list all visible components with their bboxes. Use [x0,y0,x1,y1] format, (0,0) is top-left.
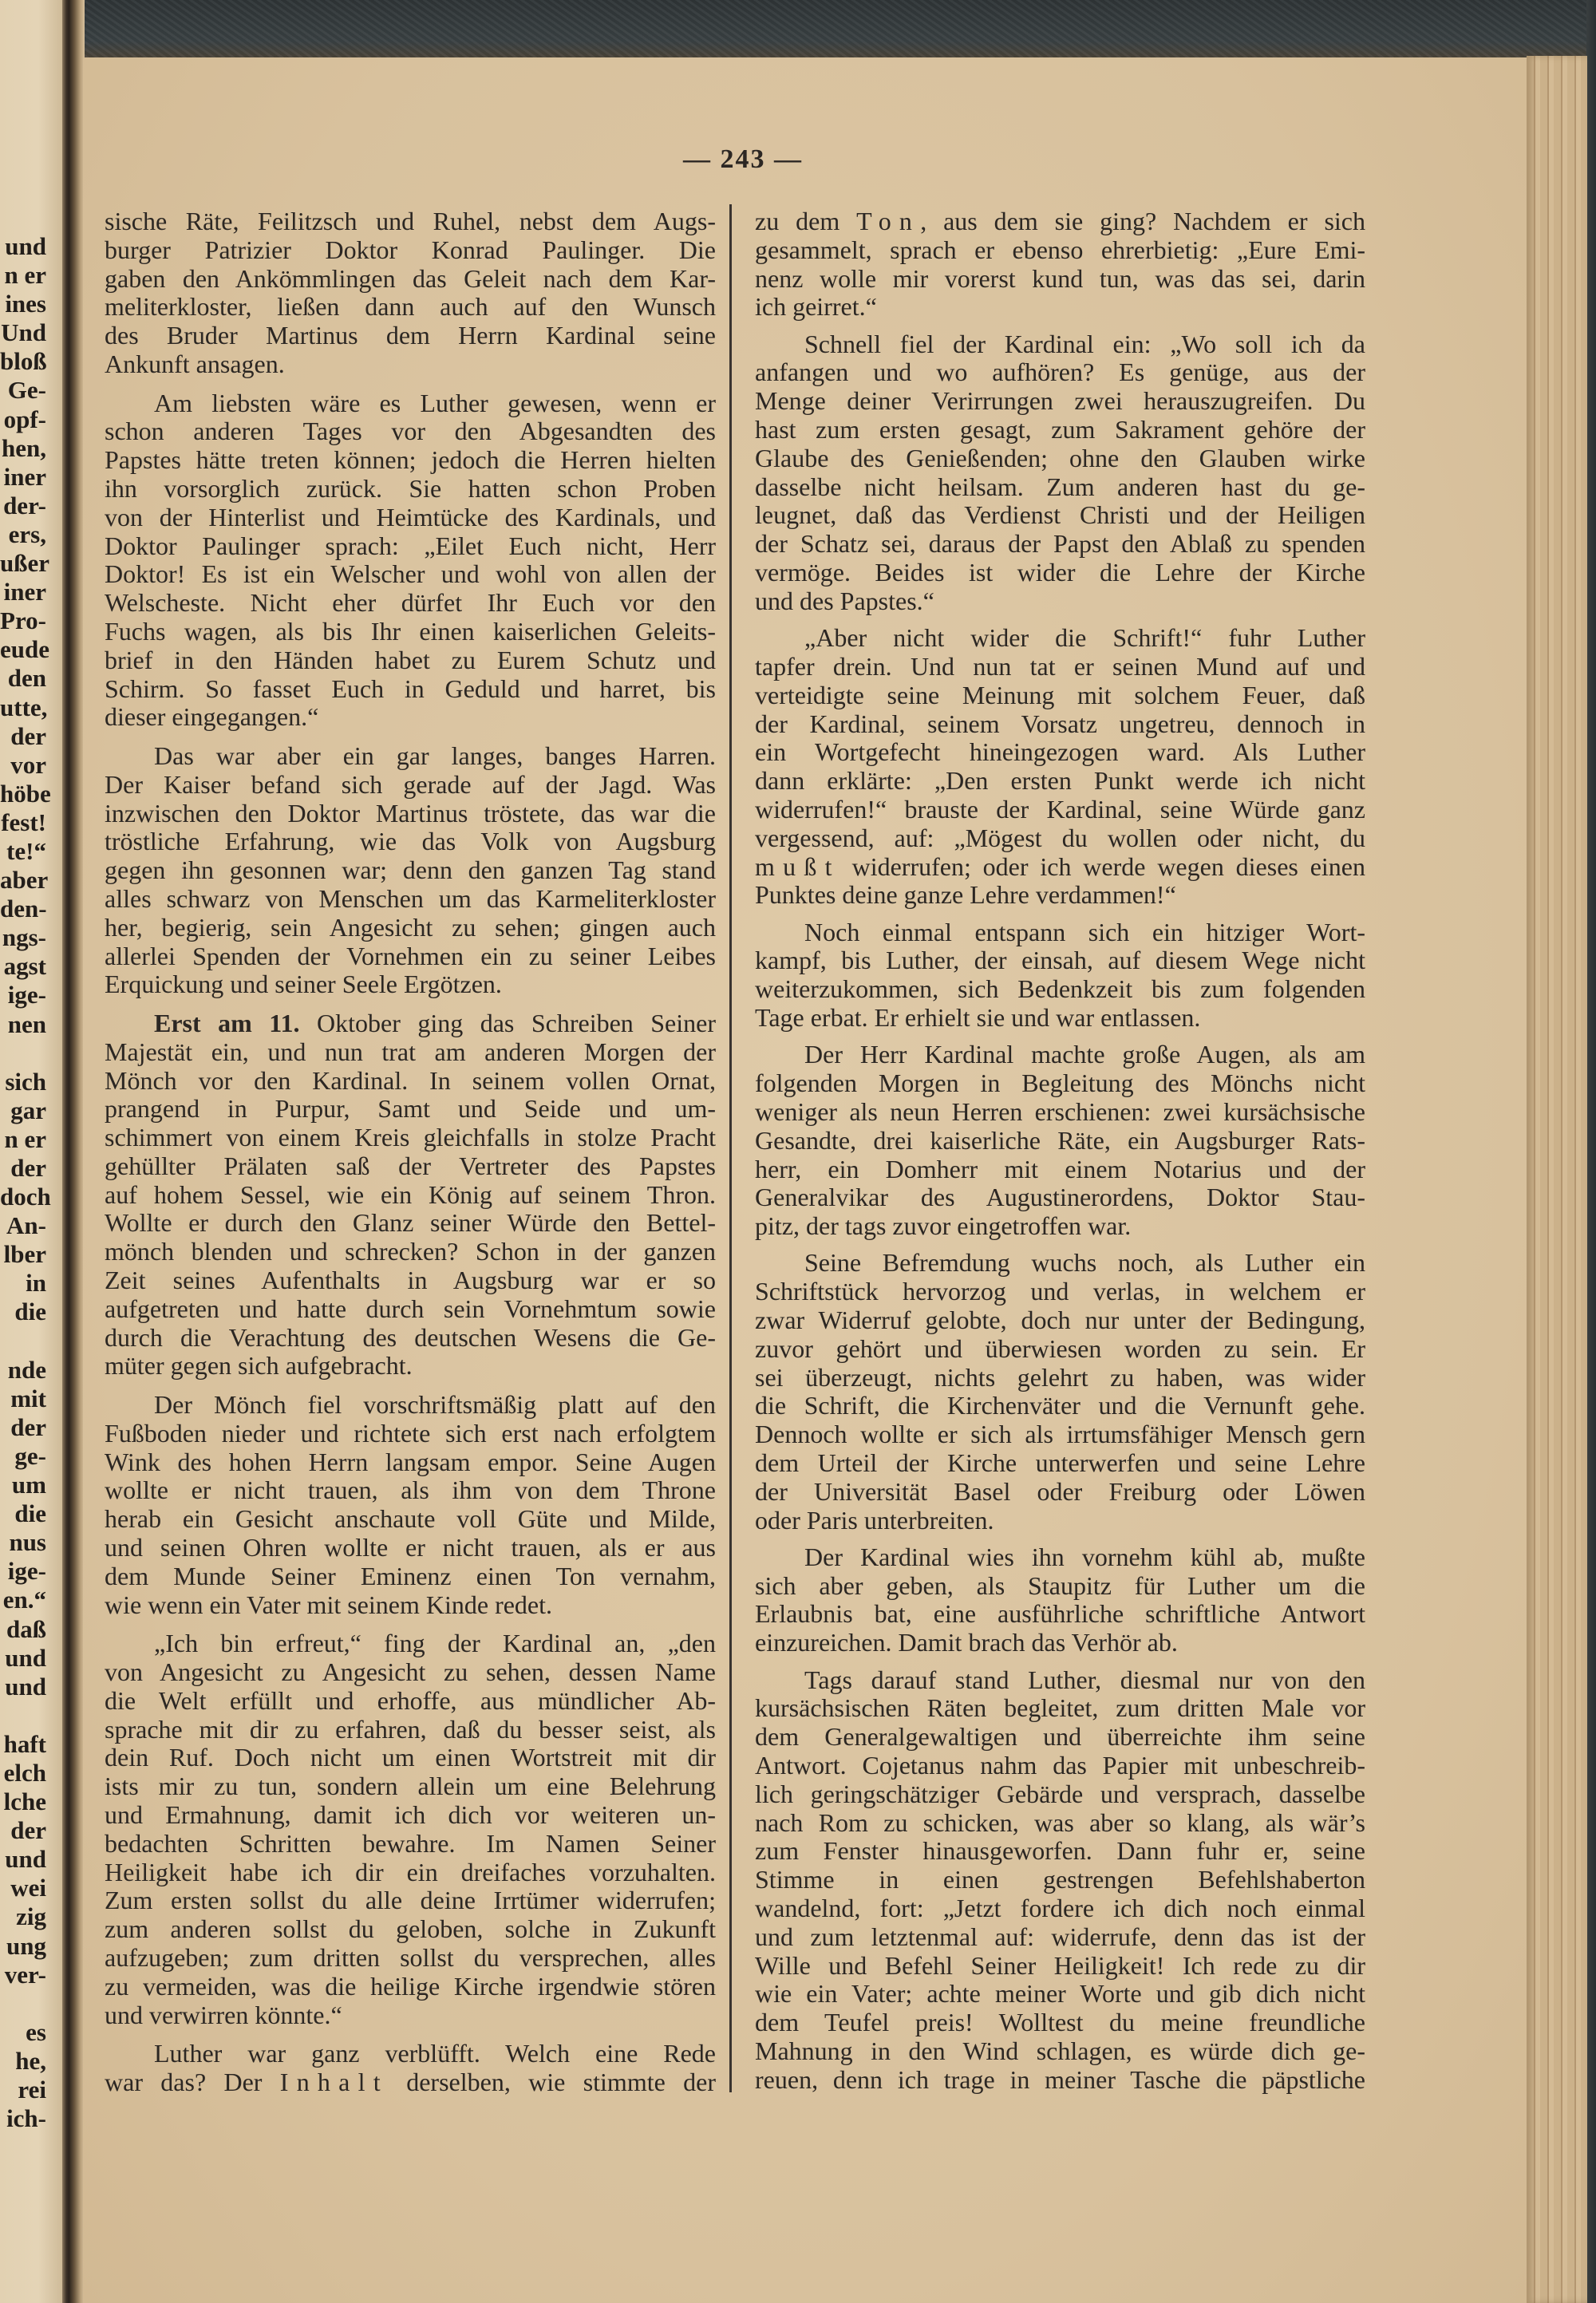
text-line: schon anderen Tages vor den Abgesandten des [105,417,716,446]
previous-page-fragment-line: te!“ [6,836,46,865]
book-cover-right-edge [1586,0,1596,2303]
previous-page-fragment-line: he, [15,2046,46,2075]
previous-page-fragment-line: es [26,2017,46,2046]
text-line: Zum ersten sollst du alle deine Irrtümer widerrufen; [105,1886,716,1915]
text-line: alles schwarz von Menschen um das Karmeliterkloster [105,883,716,913]
paragraph [755,207,1365,322]
previous-page-fragment-line: den- [0,895,47,923]
previous-page-fragment-line: der [10,721,46,750]
text-line: gegen ihn gesonnen war; denn den ganzen Tag stand [105,855,716,885]
text-line: dem Urteil der Kirche unterwerfen und seine Lehre [755,1448,1365,1477]
text-line: Menge deiner Verirrungen zwei herauszugreifen. Du [755,386,1365,416]
text-line: lich geringschätziger Gebärde und versprach, dasselbe [755,1779,1365,1808]
previous-page-fragment-line: sich [5,1067,46,1096]
previous-page-fragment-line [0,1989,46,2018]
paragraph [755,330,1365,616]
previous-page-fragment-line: nde [7,1355,46,1384]
text-line: Mahnung in den Wind schlagen, es würde dich ge- [755,2036,1365,2065]
text-line: zu dem Ton, aus dem sie ging? Nachdem er sich [755,207,1366,235]
text-line: „Aber nicht wider die Schrift!“ fuhr Luther [804,623,1365,653]
text-line: herab ein Gesicht anschaute voll Güte und Milde, [105,1504,716,1534]
previous-page-fragment-line: utte, [0,693,48,721]
text-line: dem Generalgewaltigen und überreichte ihm seine [755,1722,1365,1752]
text-line: Der Kaiser befand sich gerade auf der Jagd. Was [105,769,716,799]
previous-page-fragment-line: ige- [7,981,46,1009]
previous-page-fragment-line: um [11,1471,46,1499]
previous-page-fragment-line: iner [3,462,46,491]
previous-page-fragment-line: agst [3,952,46,981]
previous-page-fragment-line: iner [3,578,46,606]
text-line: Welscheste. Nicht eher dürfet Ihr Euch vor den [105,588,716,618]
book-gutter-shadow [62,0,85,2303]
text-line: Mönch vor den Kardinal. In seinem vollen Ornat, [105,1065,716,1095]
previous-page-fragment-line: ver- [4,1960,46,1989]
paragraph [755,1249,1365,1535]
emphasized-text: mußt [755,851,840,881]
text-line: Luther war ganz verblüfft. Welch eine Rede [154,2039,716,2068]
text-line: war das? Der Inhalt derselben, wie stimmte der [105,2067,717,2096]
previous-page-fragment-line: in [26,1269,46,1298]
text-line: brief in den Händen habet zu Eurem Schutz und [105,645,716,674]
text-line: Stimme in einen gestrengen Befehlshaberton [755,1865,1365,1894]
text-line: nach Rom zu schicken, was aber so klang, als wär’s [755,1807,1365,1837]
text-line: zwar Widerruf gelobte, doch nur unter der Bedingung, [755,1305,1365,1334]
text-line: zum anderen sollst du geloben, solche in Zukunft [105,1914,716,1944]
text-line: Schriftstück hervorzog und verlas, in welchem er [755,1277,1365,1306]
previous-page-fragment-line: bloß [0,347,47,376]
text-line: Seine Befremdung wuchs noch, als Luther ein [804,1248,1365,1278]
previous-page-fragment-line: und [5,1643,46,1672]
previous-page-fragment-line: ge- [14,1441,46,1470]
text-line: Antwort. Cojetanus nahm das Papier mit unbeschreib- [755,1750,1365,1780]
page-number: — 243 — [683,144,803,174]
text-line: Erquickung und seiner Seele Ergötzen. [105,970,502,999]
previous-page-fragment-line: der [10,1154,46,1182]
text-line: sei überzeugt, nichts gelehrt zu haben, was wider [755,1362,1365,1392]
previous-page-fragment-line: n er [4,261,46,290]
paragraph [755,624,1365,910]
text-line: nenz wolle mir vorerst kund tun, was das sei, darin [755,263,1365,293]
text-line: gaben den Ankömmlingen das Geleit nach dem Kar- [105,263,716,293]
previous-page-fragment-line: ers, [8,519,46,548]
text-line: Ankunft ansagen. [105,349,285,378]
previous-page-fragment-line: und [5,1845,46,1874]
previous-page-fragment-line: wei [10,1874,46,1902]
page-edge-stack [1527,56,1587,2303]
text-line: und verwirren könnte.“ [105,2000,342,2029]
text-line: aufgetreten und hatte durch sein Vornehmtum sowie [105,1294,716,1323]
previous-page-fragment-line: ngs- [2,923,46,952]
text-line: und zum letztenmal auf: widerrufe, denn das ist der [755,1922,1365,1951]
previous-page-fragment-line: der [10,1412,46,1441]
text-line: inzwischen den Doktor Martinus tröstete, das war die [105,798,716,828]
text-line: der Schatz sei, daraus der Papst den Ablaß zu spenden [755,529,1365,559]
text-line: Fußboden nieder und richtete sich erst nach erfolgtem [105,1418,716,1448]
previous-page-text-fragments [0,232,51,2133]
text-line: herr, ein Domherr mit einem Notarius und der [755,1154,1365,1183]
paragraph [105,1391,716,1619]
text-line: Fuchs wagen, als bis Ihr einen kaiserlichen Geleits- [105,616,716,646]
text-line: zum Fenster hinausgeworfen. Dann fuhr er, seine [755,1836,1365,1866]
text-line: ihn vorsorglich zurück. Sie hatten schon Proben [105,473,716,503]
text-line: die Welt erfüllt und erhoffe, aus mündlicher Ab- [105,1685,716,1715]
text-line: Majestät ein, und nun trat am anderen Morgen der [105,1037,716,1066]
text-line: pitz, der tags zuvor eingetroffen war. [755,1211,1132,1241]
text-line: Doktor Paulinger sprach: „Eilet Euch nicht, Herr [105,531,716,560]
text-line: oder Paris unterbreiten. [755,1505,994,1535]
text-line: aufzugeben; zum dritten sollst du versprechen, alles [105,1943,716,1972]
text-line: Wollte er durch den Glanz seiner Würde den Bettel- [105,1208,716,1238]
previous-page-fragment-line: die [14,1298,46,1326]
previous-page-fragment-line: nus [9,1528,46,1557]
previous-page-fragment-line: en.“ [2,1586,46,1614]
text-line: dein Ruf. Doch nicht um einen Wortstreit mit dir [105,1743,716,1772]
previous-page-fragment-line: ige- [7,1557,46,1586]
text-line: dieser eingegangen.“ [105,702,319,732]
text-line: dem Munde Seiner Eminenz einen Ton vernahm, [105,1561,716,1590]
text-line: der Universität Basel oder Freiburg oder Löwen [755,1476,1365,1506]
text-line: müter gegen sich aufgebracht. [105,1351,413,1381]
text-line: verteidigte seine Meinung mit solchem Feuer, daß [755,680,1365,709]
text-line: wie wenn ein Vater mit seinem Kinde redet. [105,1590,553,1619]
text-line: vermöge. Beides ist wider die Lehre der Kirche [755,558,1365,587]
text-line: wie ein Vater; achte meiner Worte und gib dich nicht [755,1979,1365,2009]
previous-page-fragment-line: ung [6,1931,46,1960]
text-line: und Ermahnung, damit ich dich vor weiteren un- [105,1800,716,1830]
paragraph [755,1041,1365,1241]
paragraph [105,2040,716,2097]
previous-page-fragment-line: An- [6,1211,46,1240]
previous-page-fragment-line: der [10,1816,46,1845]
text-line: „Ich bin erfreut,“ fing der Kardinal an, „den [154,1629,716,1658]
previous-page-fragment-line: daß [6,1614,46,1643]
emphasized-text: Erst am 11. [154,1008,300,1037]
text-line: vergessend, auf: „Mögest du wollen oder nicht, du [755,823,1365,852]
previous-page-fragment-line: ußer [0,549,49,578]
text-line: die Schrift, die Kirchenväter und die Vernunft gehe. [755,1391,1365,1420]
previous-page-fragment-line: elch [3,1758,46,1787]
text-line: ein Wortgefecht hineingezogen ward. Als Luther [755,737,1365,767]
column-rule [729,204,732,2092]
text-line: Zeit seines Aufenthalts in Augsburg war er so [105,1266,716,1295]
previous-page-fragment-line [0,1327,46,1356]
previous-page-fragment-line: fest! [1,808,46,836]
text-line: anfangen und wo aufhören? Es genüge, aus der [755,357,1365,387]
text-line: von Angesicht zu Angesicht zu sehen, dessen Name [105,1657,716,1687]
previous-page-fragment-line: höbe [0,779,51,808]
text-line: Wille und Befehl Seiner Heiligkeit! Ich rede zu dir [755,1950,1365,1980]
paragraph [105,1629,716,2029]
text-line: Schnell fiel der Kardinal ein: „Wo soll ich da [804,329,1365,358]
text-line: einzureichen. Damit brach das Verhör ab. [755,1628,1178,1657]
text-line: auf hohem Sessel, wie ein König auf seinem Thron. [105,1179,716,1209]
text-line: Der Herr Kardinal machte große Augen, als am [804,1040,1365,1069]
text-line: reuen, denn ich trage in meiner Tasche die päpstliche [755,2064,1365,2094]
text-line: leugnet, daß das Verdienst Christi und der Heiligen [755,500,1365,530]
text-line: Erst am 11. Oktober ging das Schreiben Seiner [154,1008,717,1037]
text-line: Der Kardinal wies ihn vornehm kühl ab, mußte [804,1542,1365,1571]
text-line: widerrufen!“ brauste der Kardinal, seine Würde ganz [755,794,1365,824]
previous-page-fragment-line: und [5,1672,46,1701]
previous-page-fragment-line: gar [10,1096,46,1124]
previous-page-fragment-line: zig [16,1902,46,1931]
text-line: prangend in Purpur, Samt und Seide und um- [105,1094,716,1124]
text-line: allerlei Spenden der Vornehmen ein zu seiner Leibes [105,941,716,970]
text-line: dem Teufel preis! Wolltest du meine freundliche [755,2008,1365,2037]
text-line: schimmert von einem Kreis gleichfalls in stolze Pracht [105,1123,716,1152]
text-line: Der Mönch fiel vorschriftsmäßig platt auf den [154,1390,716,1420]
previous-page-fragment-line: die [14,1499,46,1528]
text-column-right [755,207,1365,2095]
text-line: dann erklärte: „Den ersten Punkt werde ich nicht [755,766,1365,796]
text-line: Wink des hohen Herrn langsam empor. Seine Augen [105,1447,716,1476]
emphasized-text: Ton [856,207,921,235]
text-line: kampf, bis Luther, der einsah, auf diesem Wege nicht [755,946,1365,975]
previous-page-fragment-line: Und [1,318,46,347]
text-line: von der Hinterlist und Heimtücke des Kardinals, und [105,502,716,531]
previous-page-fragment-line: lber [3,1240,46,1269]
text-line: Papstes hätte treten können; jedoch die Herren hielten [105,445,716,475]
previous-page-fragment-line: doch [0,1183,51,1211]
previous-page-fragment-line: mit [10,1384,46,1412]
previous-page-fragment-line: aber [0,866,49,895]
text-line: sprache mit dir zu erfahren, daß du besser seist, als [105,1714,716,1744]
text-line: burger Patrizier Doktor Konrad Paulinger. Die [105,235,716,264]
previous-page-fragment-line [0,1039,46,1068]
text-line: hast zum ersten gesagt, zum Sakrament gehöre der [755,415,1365,444]
previous-page-fragment-line [0,1701,46,1730]
text-line: und seinen Ohren wollte er nicht trauen, als er aus [105,1533,716,1562]
paragraph [755,918,1365,1033]
previous-page-fragment-line: und [5,232,46,260]
text-line: ists mir zu tun, sondern allein um eine Belehrung [105,1772,716,1801]
text-line: durch die Verachtung des deutschen Wesens die Ge- [105,1322,716,1352]
text-line: Am liebsten wäre es Luther gewesen, wenn er [154,388,716,417]
text-line: bedachten Schritten bewahre. Im Namen Seiner [105,1828,716,1858]
text-line: her, begierig, sein Angesicht zu sehen; gingen auch [105,912,716,942]
text-line: tröstliche Erfahrung, wie das Volk von Augsburg [105,827,716,856]
text-line: gesammelt, sprach er ebenso ehrerbietig: „Eure Emi- [755,235,1365,264]
text-line: gehüllter Prälaten saß der Vertreter des Papstes [105,1151,716,1180]
previous-page-fragment-line: Pro- [0,606,46,635]
text-line: Dennoch wollte er sich als irrtumsfähiger Mensch gern [755,1420,1365,1449]
previous-page-fragment-line: rei [18,2076,46,2104]
previous-page-fragment-line: ich- [6,2104,46,2133]
previous-page-fragment-line: n er [4,1124,46,1153]
text-line: meliterkloster, ließen dann auch auf den Wunsch [105,292,716,322]
paragraph [105,1009,716,1381]
text-line: ich geirret.“ [755,292,877,322]
text-line: Heiligkeit habe ich dir ein dreifaches vorzuhalten. [105,1857,716,1886]
text-column-left [105,207,716,2097]
previous-page-fragment-line: Ge- [7,376,46,405]
paragraph [105,389,716,733]
text-line: Tage erbat. Er erhielt sie und war entlassen. [755,1003,1201,1033]
previous-page-fragment-line: haft [3,1729,46,1758]
text-line: weniger als neun Herren erschienen: zwei kursächsische [755,1096,1365,1126]
text-line: tapfer drein. Und nun tat er seinen Mund auf und [755,651,1365,681]
text-line: mußt widerrufen; oder ich werde wegen dieses einen [755,851,1365,881]
text-line: zu vermeiden, was die heilige Kirche irgendwie stören [105,1971,716,2001]
text-line: wandelnd, fort: „Jetzt fordere ich dich noch einmal [755,1893,1365,1922]
text-line: kursächsischen Räten begleitet, zum dritten Male vor [755,1693,1365,1723]
text-line: mönch blenden und schrecken? Schon in der ganzen [105,1237,716,1266]
previous-page-fragment-line: den [7,664,46,693]
text-line: Generalvikar des Augustinerordens, Doktor Stau- [755,1183,1365,1212]
text-line: und des Papstes.“ [755,586,934,615]
previous-page-fragment-line: der- [3,491,46,519]
emphasized-text: Inhalt [279,2067,389,2096]
text-line: folgenden Morgen in Begleitung des Mönchs nicht [755,1069,1365,1098]
text-line: zuvor gehört und überwiesen worden zu sein. Er [755,1333,1365,1363]
paragraph [755,1543,1365,1657]
text-line: Gesandte, drei kaiserliche Räte, ein Augsburger Rats- [755,1125,1365,1155]
text-line: sische Räte, Feilitzsch und Ruhel, nebst dem Augs- [105,207,716,235]
text-line: Punktes deine ganze Lehre verdammen!“ [755,880,1176,910]
text-line: Doktor! Es ist ein Welscher und wohl von allen der [105,559,716,589]
text-line: Schirm. So fasset Euch in Geduld und harret, bis [105,674,716,703]
text-line: wollte er nicht trauen, als ihm von dem Throne [105,1475,716,1505]
previous-page-fragment-line: eude [0,635,49,664]
text-line: sich aber geben, als Staupitz für Luther um die [755,1570,1365,1600]
text-line: des Bruder Martinus dem Herrn Kardinal seine [105,321,716,350]
text-line: weiterzukommen, sich Bedenkzeit bis zum folgenden [755,974,1365,1004]
text-line: der Kardinal, seinem Vorsatz ungetreu, dennoch in [755,709,1365,738]
previous-page-fragment-line: opf- [3,405,46,433]
text-line: dasselbe nicht heilsam. Zum anderen hast du ge- [755,472,1365,501]
text-line: Noch einmal entspann sich ein hitziger Wort- [804,917,1365,946]
paragraph [755,1666,1365,2095]
previous-page-fragment-line: hen, [2,433,46,462]
text-line: Erlaubnis bat, eine ausführliche schriftliche Antwort [755,1599,1365,1629]
book-cover-top-band [0,0,1596,59]
previous-page-fragment-line: nen [7,1009,46,1038]
paragraph [105,742,716,999]
text-line: Glaube des Genießenden; ohne den Glauben wirke [755,443,1365,472]
text-line: Tags darauf stand Luther, diesmal nur von den [804,1665,1365,1694]
previous-page-fragment-line: ines [5,290,46,318]
previous-page-fragment-line: lche [3,1787,46,1816]
paragraph [105,207,716,379]
previous-page-fragment-line: vor [10,750,46,779]
text-line: Das war aber ein gar langes, banges Harren. [154,741,716,770]
